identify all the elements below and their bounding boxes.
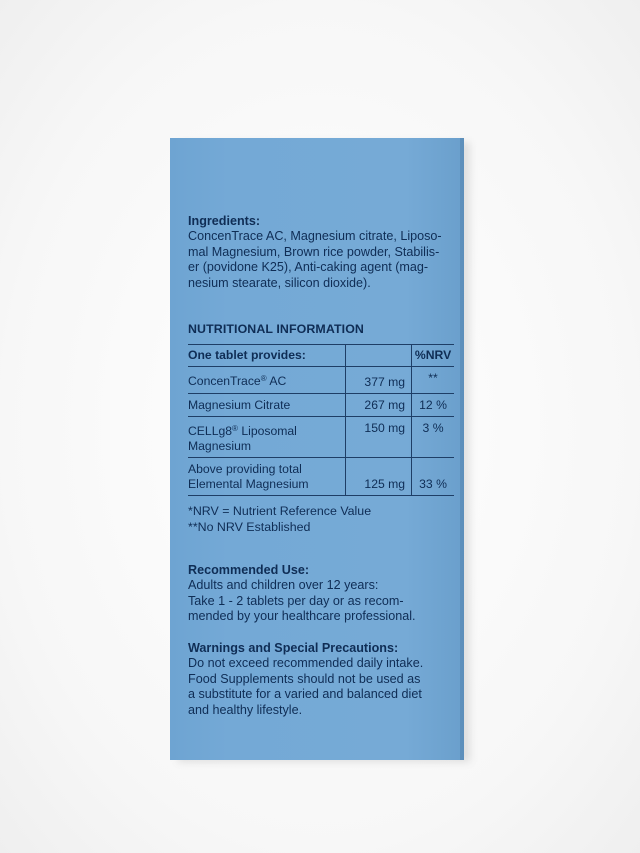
nutrient-amount: 125 mg [345, 458, 411, 496]
nutrient-nrv: 3 % [412, 417, 454, 458]
nutrient-name-text: ConcenTrace [188, 374, 261, 389]
nutrient-name-text: Above providing total [188, 462, 302, 477]
label-content [188, 214, 450, 718]
ingredients-heading: Ingredients: [188, 214, 261, 228]
nutrient-nrv: ** [412, 367, 454, 394]
warnings-line: Food Supplements should not be used as [188, 671, 421, 686]
recommended-line: Take 1 - 2 tablets per day or as recom- [188, 593, 404, 608]
nutrition-title: NUTRITIONAL INFORMATION [188, 322, 364, 337]
warnings-line: a substitute for a varied and balanced diet [188, 687, 422, 702]
registered-mark: ® [260, 374, 267, 384]
table-row [188, 367, 454, 394]
header-label: One tablet provides: [188, 345, 345, 367]
footnote: **No NRV Established [188, 519, 311, 534]
ingredients-line: er (povidone K25), Anti-caking agent (mag- [188, 260, 429, 275]
nutrient-amount: 267 mg [345, 394, 411, 417]
warnings-line: Do not exceed recommended daily intake. [188, 655, 424, 670]
nutrient-name [188, 458, 345, 496]
warnings-line: and healthy lifestyle. [188, 702, 303, 717]
table-row [188, 394, 454, 417]
recommended-text [188, 578, 450, 625]
nutrient-name [188, 417, 345, 458]
ingredients-text [188, 229, 450, 291]
nutrient-name-line2: Magnesium [188, 439, 251, 454]
nutrient-name-text: CELLg8 [188, 424, 233, 439]
table-row [188, 458, 454, 496]
nutrient-nrv: 33 % [412, 458, 454, 496]
nutrient-amount [345, 367, 411, 394]
ingredients-line: mal Magnesium, Brown rice powder, Stabilis- [188, 244, 440, 259]
recommended-heading: Recommended Use: [188, 563, 310, 578]
table-header-row [188, 345, 454, 367]
nutrient-name-rest: Liposomal [237, 424, 297, 439]
table-notes [188, 504, 450, 535]
amount-value: 377 mg [364, 375, 406, 390]
warnings-heading: Warnings and Special Precautions: [188, 640, 399, 655]
ingredients-line: nesium stearate, silicon dioxide). [188, 275, 371, 290]
nutrient-name: Magnesium Citrate [188, 394, 345, 417]
nutrient-name-line2: Elemental Magnesium [188, 477, 309, 492]
nutrient-amount: 150 mg [345, 417, 411, 458]
product-box-side-panel [170, 138, 464, 760]
nutrient-name-rest: AC [266, 374, 287, 389]
warnings [188, 641, 450, 718]
footnote: *NRV = Nutrient Reference Value [188, 504, 372, 519]
recommended-line: mended by your healthcare professional. [188, 609, 416, 624]
recommended-line: Adults and children over 12 years: [188, 578, 379, 593]
table-row [188, 417, 454, 458]
header-nrv: %NRV [412, 345, 454, 367]
nutrient-nrv: 12 % [412, 394, 454, 417]
warnings-text [188, 656, 450, 718]
nutrition-table [188, 344, 454, 496]
ingredients-line: ConcenTrace AC, Magnesium citrate, Liposo- [188, 229, 442, 243]
registered-mark: ® [232, 424, 238, 434]
nutrient-name [188, 367, 345, 394]
recommended-use [188, 563, 450, 625]
header-amount [345, 345, 411, 367]
